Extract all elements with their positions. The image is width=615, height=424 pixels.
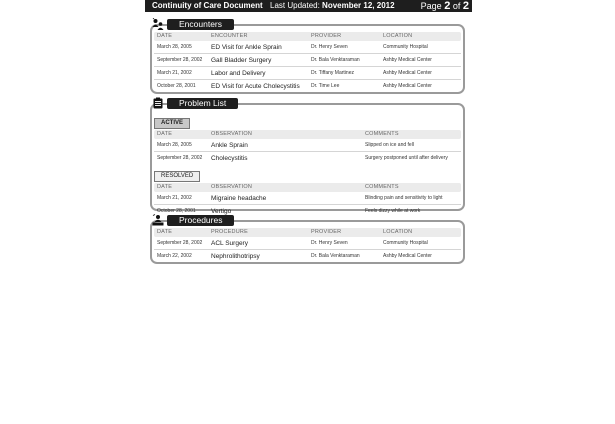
procedure-name: Nephrolithotripsy [211,252,260,260]
problem-date: March 28, 2005 [157,142,192,148]
problem-observation: Migraine headache [211,194,267,202]
problem-comment: Feels dizzy while at work [365,208,421,214]
document-header-bar [145,0,472,12]
col-location: LOCATION [383,33,413,39]
procedures-table [154,228,461,262]
table-row [154,80,461,92]
encounters-section [150,18,465,94]
procedures-title: Procedures [167,215,234,226]
document-title: Continuity of Care Document [152,1,263,10]
encounter-date: October 28, 2001 [157,83,196,89]
table-row [154,67,461,80]
encounter-provider: Dr. Bala Venktaraman [311,57,360,63]
active-status-tag: ACTIVE [154,118,190,129]
encounter-location: Ashby Medical Center [383,57,432,63]
problem-list-section [150,97,465,215]
procedure-provider: Dr. Bala Venktaraman [311,253,360,259]
procedures-header [152,214,234,226]
encounter-provider: Dr. Tiffany Martinez [311,70,354,76]
table-row [154,41,461,54]
encounter-provider: Dr. Henry Seven [311,44,348,50]
page-word: Page [420,1,442,11]
procedure-location: Ashby Medical Center [383,253,432,259]
problem-date: October 28, 2001 [157,208,196,214]
col-date: DATE [157,184,173,190]
encounter-provider: Dr. Time Lee [311,83,340,89]
problem-date: March 21, 2002 [157,195,192,201]
page-of: of [452,1,461,11]
procedures-section [150,214,465,264]
table-row [154,152,461,164]
encounter-date: September 28, 2002 [157,57,203,63]
table-row [154,192,461,205]
page-current: 2 [444,0,451,12]
col-date: DATE [157,229,173,235]
problem-comment: Blinding pain and sensitivity to light [365,195,443,201]
procedures-column-header [154,228,461,237]
problem-list-body [154,111,461,217]
encounter-location: Ashby Medical Center [383,83,432,89]
problem-comment: Slipped on ice and fell [365,142,414,148]
col-provider: PROVIDER [311,33,342,39]
col-location: LOCATION [383,229,413,235]
encounters-title: Encounters [167,19,234,30]
col-procedure: PROCEDURE [211,229,248,235]
col-observation: OBSERVATION [211,131,253,137]
encounters-icon [152,18,164,30]
encounter-name: ED Visit for Ankle Sprain [211,43,282,51]
table-row [154,139,461,152]
resolved-status-tag: RESOLVED [154,171,200,182]
encounter-name: Labor and Delivery [211,69,266,77]
col-date: DATE [157,33,173,39]
table-row [154,250,461,262]
encounter-date: March 28, 2005 [157,44,192,50]
encounter-date: March 21, 2002 [157,70,192,76]
problem-comment: Surgery postponed until after delivery [365,155,448,161]
encounters-header [152,18,234,30]
col-date: DATE [157,131,173,137]
procedure-date: March 22, 2002 [157,253,192,259]
table-row [154,237,461,250]
clipboard-icon [152,97,164,109]
problem-list-header [152,97,238,109]
col-encounter: ENCOUNTER [211,33,248,39]
encounters-table [154,32,461,92]
encounter-location: Community Hospital [383,44,428,50]
procedure-location: Community Hospital [383,240,428,246]
encounter-name: Gall Bladder Surgery [211,56,272,64]
col-provider: PROVIDER [311,229,342,235]
encounters-column-header [154,32,461,41]
problem-observation: Vertigo [211,207,232,215]
col-observation: OBSERVATION [211,184,253,190]
problem-date: September 28, 2002 [157,155,203,161]
active-column-header [154,130,461,139]
procedure-name: ACL Surgery [211,239,248,247]
procedures-icon [152,214,164,226]
encounter-location: Ashby Medical Center [383,70,432,76]
last-updated-label: Last Updated: [270,1,320,10]
encounter-name: ED Visit for Acute Cholecystitis [211,82,300,90]
problem-observation: Cholecystitis [211,154,248,162]
page-indicator [421,0,472,12]
last-updated [270,0,395,12]
resolved-column-header [154,183,461,192]
table-row [154,54,461,67]
col-comments: COMMENTS [365,184,399,190]
problem-list-title: Problem List [167,98,238,109]
procedure-date: September 28, 2002 [157,240,203,246]
last-updated-date: November 12, 2012 [322,1,395,10]
procedure-provider: Dr. Henry Seven [311,240,348,246]
col-comments: COMMENTS [365,131,399,137]
problem-observation: Ankle Sprain [211,141,248,149]
page-total: 2 [462,0,469,12]
